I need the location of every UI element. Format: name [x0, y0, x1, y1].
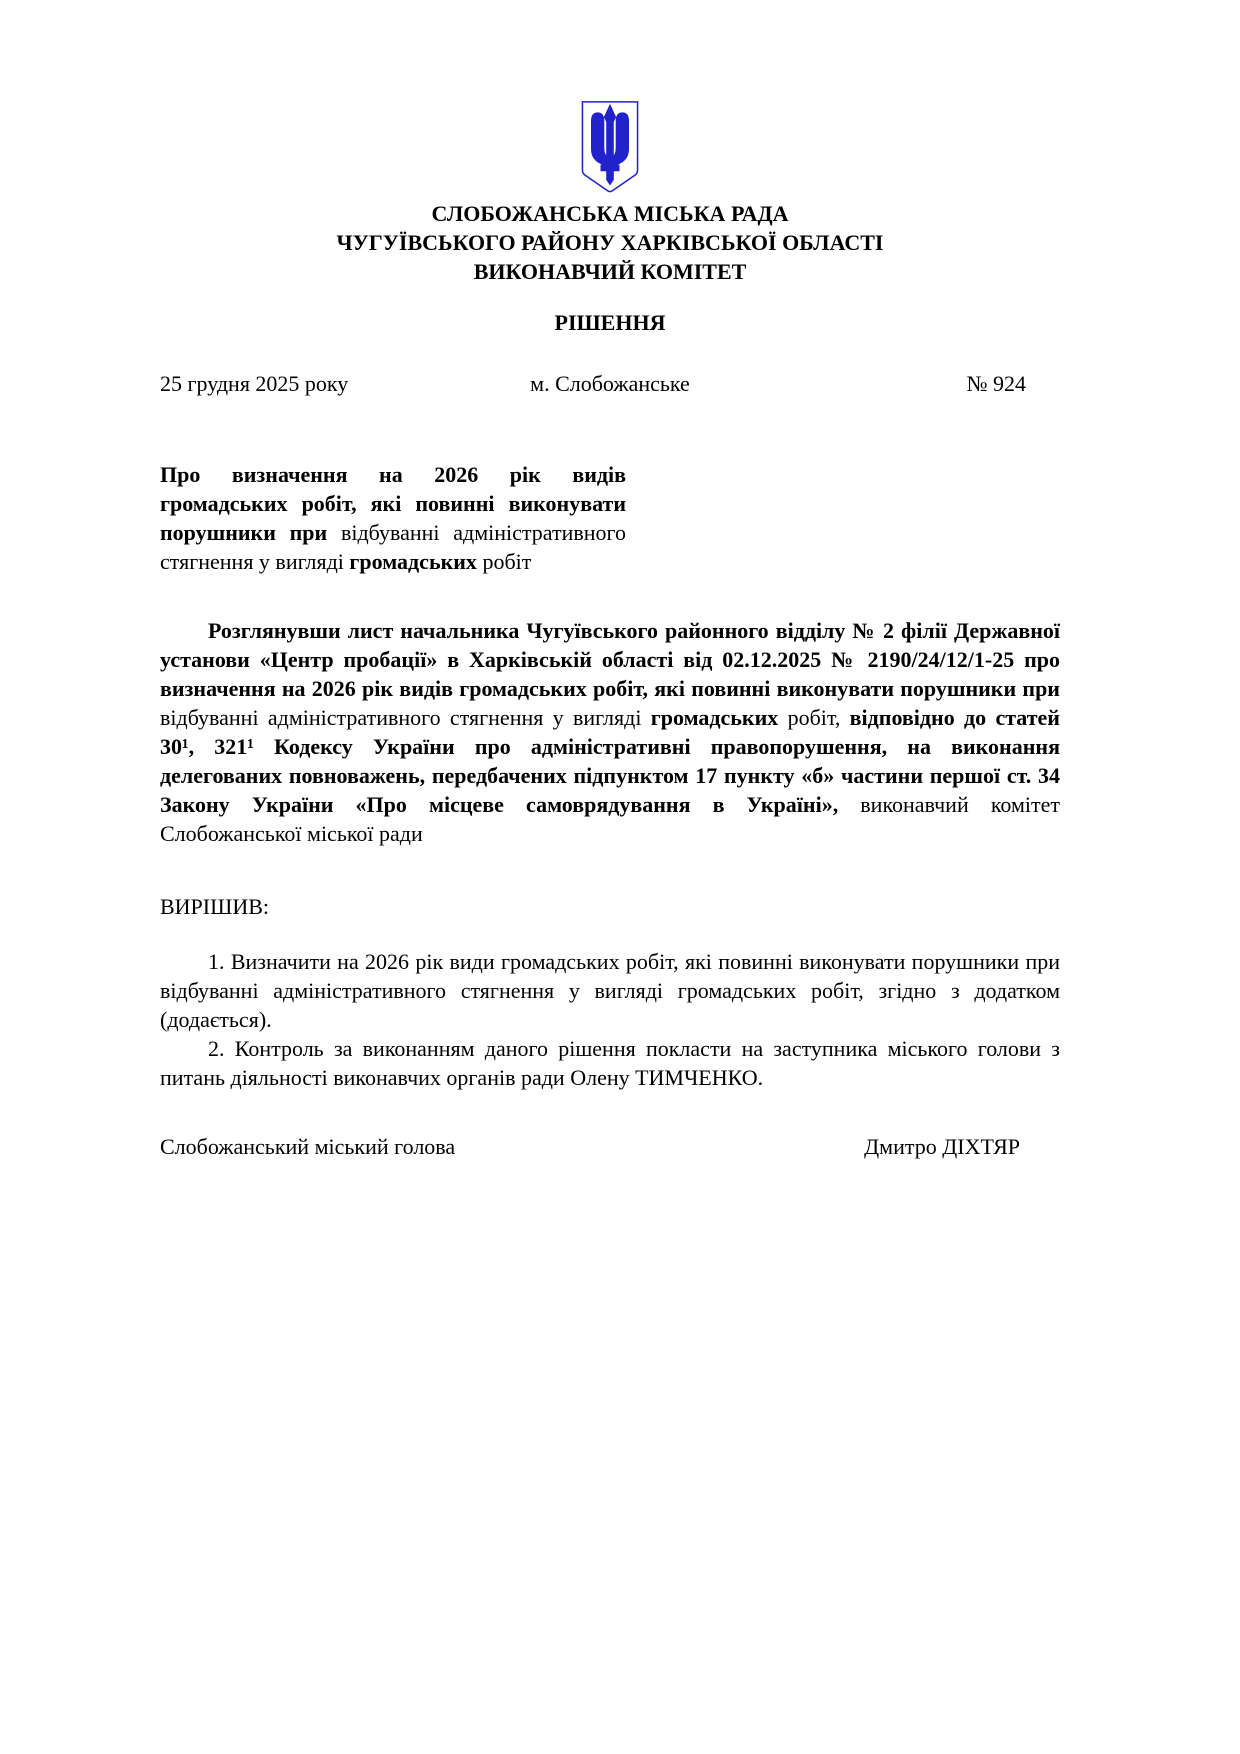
ukraine-tryzub-icon [579, 100, 641, 195]
signature-row [160, 1132, 1060, 1161]
subject-block [160, 460, 626, 576]
resolved-word: ВИРІШИВ: [160, 894, 269, 919]
preamble-segment: громадських [650, 705, 788, 730]
decision-items [160, 947, 1060, 1092]
preamble-segment: відбуванні адміністративного стягнення у вигляді [160, 705, 651, 730]
meta-row [160, 369, 1060, 398]
subject-segment: Про визначення на 2026 рік видів громадських робіт, які повинні виконувати порушники при [160, 462, 626, 545]
preamble-segment: Розглянувши лист начальника Чугуївського районного відділу № 2 філії Державної установи «Центр пробації» в Харківській області від 02.12.2025 № 2190/24/12/1-25 про визначення на 2026 рік видів громадських робіт, які повинні виконувати порушники при [160, 618, 1060, 701]
preamble-segment: виконавчий комітет Слобожанської міської ради [160, 792, 1060, 846]
subject-segment: громадських [349, 549, 483, 574]
document-date: 25 грудня 2025 року [160, 371, 349, 396]
decision-item-2: 2. Контроль за виконанням даного рішення покласти на заступника міського голови з питань діяльності виконавчих органів ради Олену ТИМЧЕНКО. [160, 1036, 1060, 1090]
document-number: № 924 [966, 371, 1026, 396]
signatory-title: Слобожанський міський голова [160, 1134, 456, 1159]
preamble-segment: робіт, [787, 705, 850, 730]
preamble-segment: відповідно до статей 30¹, 321¹ Кодексу України про адміністративні правопорушення, на виконання делегованих повноважень, передбачених підпунктом 17 пункту «б» частини першої ст. 34 Закону України «Про місцеве самоврядування в Україні», [160, 705, 1060, 817]
document-type-title: РІШЕННЯ [554, 310, 666, 335]
subject-segment: робіт [482, 549, 532, 574]
subject-segment: відбуванні адміністративного стягнення у вигляді [160, 520, 626, 574]
org-name-line3: ВИКОНАВЧИЙ КОМІТЕТ [473, 259, 747, 284]
org-name-line2: ЧУГУЇВСЬКОГО РАЙОНУ ХАРКІВСЬКОЇ ОБЛАСТІ [336, 230, 884, 255]
decision-item-1: 1. Визначити на 2026 рік види громадських робіт, які повинні виконувати порушники при відбуванні адміністративного стягнення у вигляді громадських робіт, згідно з додатком (додається). [160, 949, 1060, 1032]
emblem-container [160, 100, 1060, 195]
document-content [160, 100, 1060, 1161]
preamble-paragraph [160, 616, 1060, 848]
signatory-name: Дмитро ДІХТЯР [864, 1134, 1020, 1159]
document-place: м. Слобожанське [530, 371, 690, 396]
org-name-line1: СЛОБОЖАНСЬКА МІСЬКА РАДА [431, 201, 789, 226]
